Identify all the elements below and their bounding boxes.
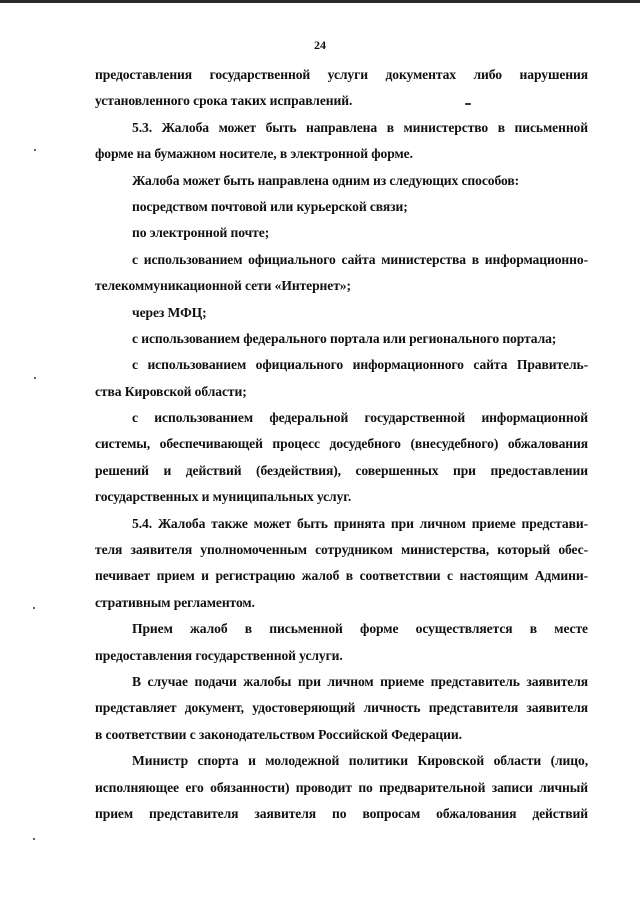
text-line: через МФЦ; [132,304,207,320]
scan-speck [34,377,36,379]
text-line: по электронной почте; [132,225,270,241]
text-line: 5.3. Жалоба может быть направлена в министерство в письменной [132,119,588,135]
text-line: Министр спорта и молодежной политики Кировской области (лицо, [132,753,588,769]
text-line: В случае подачи жалобы при личном приеме представитель заявителя [132,673,588,689]
text-line: форме на бумажном носителе, в электронной форме. [95,146,413,162]
text-line: посредством почтовой или курьерской связи; [132,198,408,214]
text-line: государственных и муниципальных услуг. [95,489,352,505]
text-line: системы, обеспечивающей процесс досудебного (внесудебного) обжалования [95,436,588,452]
top-border-rule [0,0,640,3]
text-line: исполняющее его обязанности) проводит по предварительной записи личный [95,779,588,795]
text-line: установленного срока таких исправлений. [95,93,353,109]
scan-speck [33,838,35,840]
text-line: ства Кировской области; [95,383,247,399]
text-line: с использованием официального информационного сайта Правитель- [132,357,588,373]
text-line: с использованием федеральной государственной информационной [132,410,588,426]
text-line: с использованием федерального портала или регионального портала; [132,330,557,346]
document-body [95,62,588,827]
text-line: стративным регламентом. [95,594,255,610]
text-line: Жалоба может быть направлена одним из следующих способов: [132,172,520,188]
scan-speck [33,607,35,609]
text-line: Прием жалоб в письменной форме осуществляется в месте [132,621,588,637]
text-line: 5.4. Жалоба также может быть принята при личном приеме представи- [132,515,588,531]
text-line: теля заявителя уполномоченным сотрудником министерства, который обес- [95,542,588,558]
text-line: решений и действий (бездействия), совершенных при предоставлении [95,462,588,478]
text-line: печивает прием и регистрацию жалоб в соответствии с настоящим Админи- [95,568,588,584]
scan-speck [34,149,36,151]
page-number: 24 [314,38,326,52]
text-line: предоставления государственной услуги. [95,647,343,663]
text-line: предоставления государственной услуги документах либо нарушения [95,67,588,82]
scan-speck [465,103,471,105]
text-line: с использованием официального сайта министерства в информационно- [132,251,588,267]
text-line: телекоммуникационной сети «Интернет»; [95,278,351,294]
text-line: в соответствии с законодательством Российской Федерации. [95,726,462,742]
text-line: прием представителя заявителя по вопросам обжалования действий [95,805,588,821]
text-line: представляет документ, удостоверяющий личность представителя заявителя [95,700,588,716]
